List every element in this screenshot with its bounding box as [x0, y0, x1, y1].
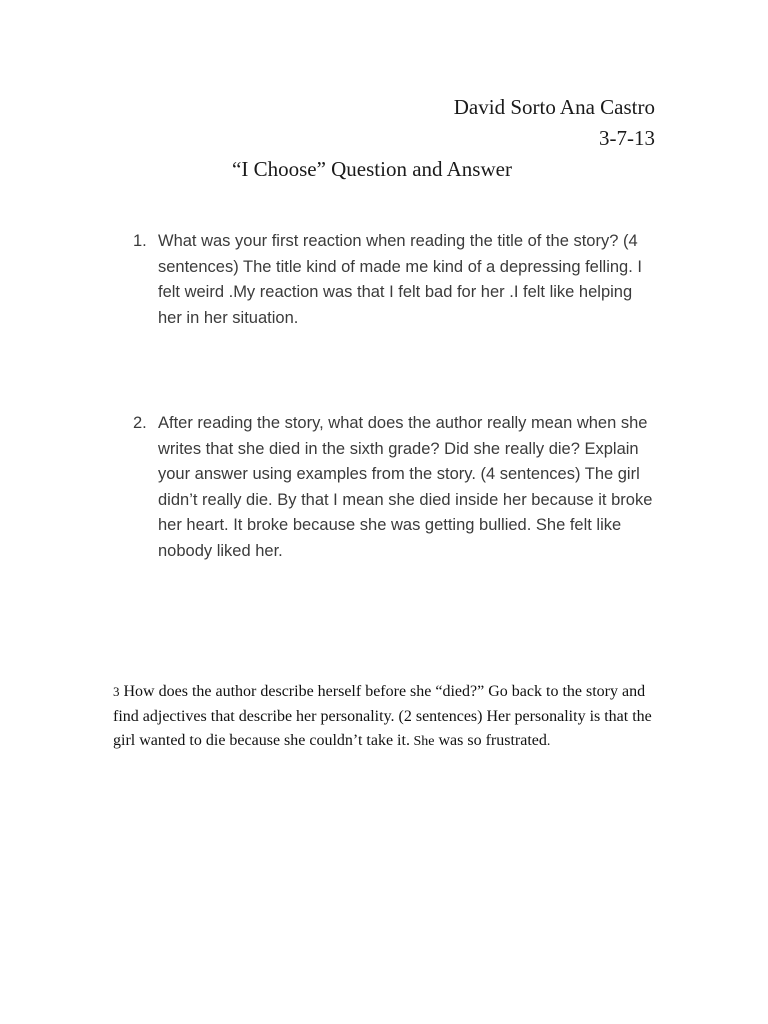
question-2-number: 2.: [133, 414, 147, 432]
document-title: “I Choose” Question and Answer: [232, 157, 512, 181]
question-2: [133, 411, 653, 565]
author-names: David Sorto Ana Castro: [453, 95, 655, 119]
question-3-text-after: was so frustrated: [434, 732, 547, 749]
question-3-text-small: She: [409, 734, 435, 749]
question-2-text: After reading the story, what does the author really mean when she writes that she died in the sixth grade? Did she really die? Explain your answer using examples from the story. (4 sentences) The girl didn’t really die. By that I mean she died inside her because it broke her heart. It broke because she was getting bullied. She felt like nobody liked her.: [158, 414, 653, 560]
question-1-number: 1.: [133, 232, 147, 250]
question-3-text: How does the author describe herself before she “died?” Go back to the story and find adjectives that describe her personality. (2 sentences) Her personality is that the girl wanted to die because she couldn’t take it.: [113, 683, 652, 749]
question-1-text: What was your first reaction when reading the title of the story? (4 sentences) The title kind of made me kind of a depressing felling. I felt weird .My reaction was that I felt bad for her .I felt like helping her in her situation.: [158, 232, 642, 327]
document-date: 3-7-13: [599, 126, 655, 150]
question-1: [133, 229, 653, 331]
question-3: [113, 680, 653, 755]
question-3-text-end: .: [546, 734, 551, 749]
question-3-number: 3: [113, 684, 120, 699]
